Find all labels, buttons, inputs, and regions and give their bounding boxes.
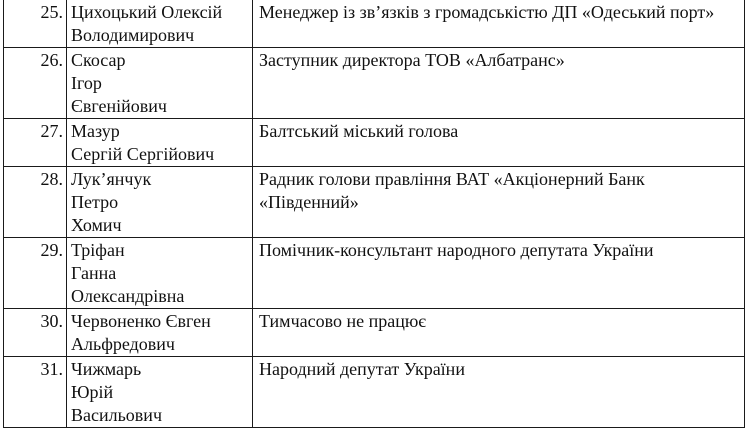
person-position bbox=[253, 0, 745, 48]
table-row bbox=[4, 48, 745, 119]
person-name bbox=[67, 357, 253, 428]
name-line: Тріфан bbox=[71, 240, 125, 260]
person-position bbox=[253, 238, 745, 309]
position-text: Радник голови правління ВАТ «Акціонерний Банк «Південний» bbox=[259, 169, 645, 212]
name-line: Олександрівна bbox=[71, 286, 185, 306]
table-row bbox=[4, 238, 745, 309]
person-name bbox=[67, 309, 253, 357]
name-line: Скосар bbox=[71, 50, 126, 70]
name-line: Петро bbox=[71, 192, 119, 212]
persons-table-body bbox=[4, 0, 745, 428]
position-text: Тимчасово не працює bbox=[259, 311, 427, 331]
row-number: 27. bbox=[4, 119, 67, 167]
person-name bbox=[67, 119, 253, 167]
position-text: Балтський міський голова bbox=[259, 121, 459, 141]
name-line: Червоненко Євген bbox=[71, 311, 211, 331]
name-line: Сергій Сергійович bbox=[71, 144, 215, 164]
person-position bbox=[253, 167, 745, 238]
position-text: Помічник-консультант народного депутата України bbox=[259, 240, 654, 260]
person-position bbox=[253, 48, 745, 119]
person-name bbox=[67, 167, 253, 238]
name-line: Альфредович bbox=[71, 334, 175, 354]
name-line: Євгенійович bbox=[71, 96, 167, 116]
row-number: 30. bbox=[4, 309, 67, 357]
name-line: Лук’янчук bbox=[71, 169, 152, 189]
table-row bbox=[4, 119, 745, 167]
table-row bbox=[4, 309, 745, 357]
person-position bbox=[253, 309, 745, 357]
person-name bbox=[67, 0, 253, 48]
row-number: 29. bbox=[4, 238, 67, 309]
person-name bbox=[67, 48, 253, 119]
row-number: 25. bbox=[4, 0, 67, 48]
name-line: Мазур bbox=[71, 121, 120, 141]
table-row bbox=[4, 357, 745, 428]
name-line: Хомич bbox=[71, 215, 122, 235]
persons-table bbox=[3, 0, 745, 428]
position-text: Заступник директора ТОВ «Албатранс» bbox=[259, 50, 565, 70]
person-position bbox=[253, 357, 745, 428]
person-position bbox=[253, 119, 745, 167]
row-number: 31. bbox=[4, 357, 67, 428]
table-row bbox=[4, 167, 745, 238]
row-number: 28. bbox=[4, 167, 67, 238]
position-text: Народний депутат України bbox=[259, 359, 465, 379]
person-name bbox=[67, 238, 253, 309]
row-number: 26. bbox=[4, 48, 67, 119]
name-line: Цихоцький Олексій bbox=[71, 2, 223, 22]
name-line: Юрій bbox=[71, 382, 114, 402]
name-line: Ігор bbox=[71, 73, 102, 93]
position-text: Менеджер із зв’язків з громадськістю ДП «Одеський порт» bbox=[259, 2, 715, 22]
name-line: Васильович bbox=[71, 405, 162, 425]
name-line: Ганна bbox=[71, 263, 117, 283]
name-line: Чижмарь bbox=[71, 359, 142, 379]
table-row bbox=[4, 0, 745, 48]
name-line: Володимирович bbox=[71, 25, 195, 45]
